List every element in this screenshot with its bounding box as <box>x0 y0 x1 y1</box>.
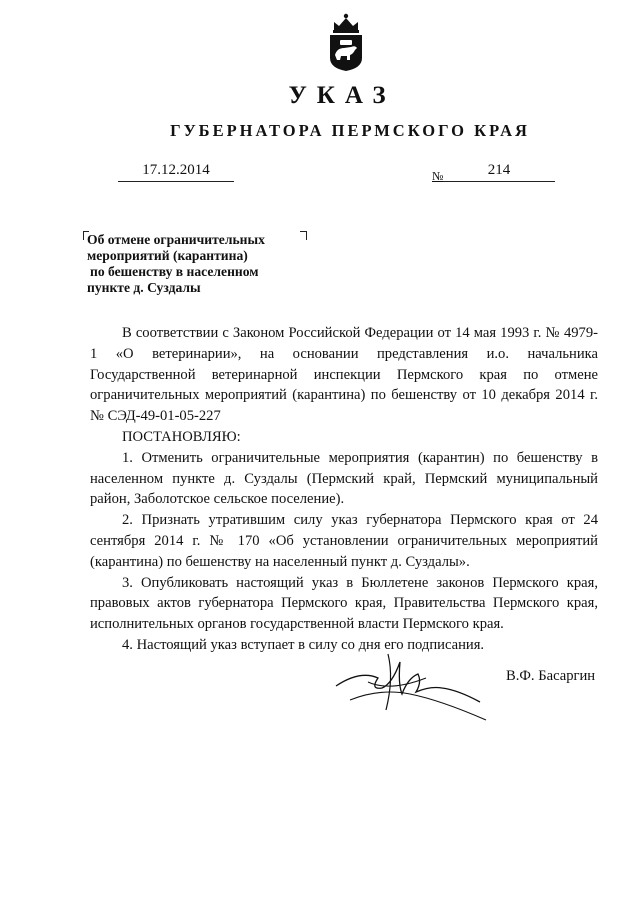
signer-name: В.Ф. Басаргин <box>506 668 596 684</box>
decree-item: 4. Настоящий указ вступает в силу со дня его подписания. <box>122 636 485 653</box>
subject-line: мероприятий (карантина) <box>87 248 248 263</box>
handwritten-signature <box>330 648 490 722</box>
decree-date-field <box>118 162 234 182</box>
subject-corner-right <box>300 231 307 240</box>
subject-line: по бешенству в населенном <box>90 264 259 279</box>
date-underline <box>118 181 234 182</box>
perm-krai-coat-of-arms-icon <box>326 10 366 72</box>
decree-item: 1. Отменить ограничительные мероприятия (карантин) по бешенству в населенном пункте д. Суздалы (Пермский край, Пермский муниципальный район, Заболотское сельское поселение). <box>90 449 598 508</box>
subject-line: пункте д. Суздалы <box>87 280 201 295</box>
number-sign-label: № <box>432 169 444 183</box>
preamble-paragraph: В соответствии с Законом Российской Федерации от 14 мая 1993 г. № 4979-1 «О ветеринарии», на основании представления и.о. начальника Государственной ветеринарной инспекции Пермского края по отмене ограничительных мероприятий (карантина) по бешенству от 10 декабря 2014 г. № СЭД-49-01-05-227 <box>90 325 598 425</box>
decree-word: ПОСТАНОВЛЯЮ: <box>122 428 241 445</box>
decree-item: 2. Признать утратившим силу указ губернатора Пермского края от 24 сентября 2014 г. № 170 «Об установлении ограничительных мероприятий (карантина) по бешенству на населенный пункт д. Суздалы». <box>90 512 598 570</box>
document-type-title: УКАЗ <box>288 82 396 109</box>
number-underline <box>443 181 555 182</box>
decree-number: 214 <box>487 162 511 178</box>
decree-date: 17.12.2014 <box>142 162 210 178</box>
decree-subject <box>87 232 297 296</box>
decree-body <box>90 323 598 656</box>
subject-line: Об отмене ограничительных <box>87 232 265 247</box>
decree-item: 3. Опубликовать настоящий указ в Бюллетене законов Пермского края, правовых актов губернатора Пермского края, Правительства Пермского края, исполнительных органов государственной власти Пермского края. <box>90 574 598 633</box>
decree-number-field <box>443 162 555 182</box>
issuer-subtitle: ГУБЕРНАТОРА ПЕРМСКОГО КРАЯ <box>170 121 530 140</box>
